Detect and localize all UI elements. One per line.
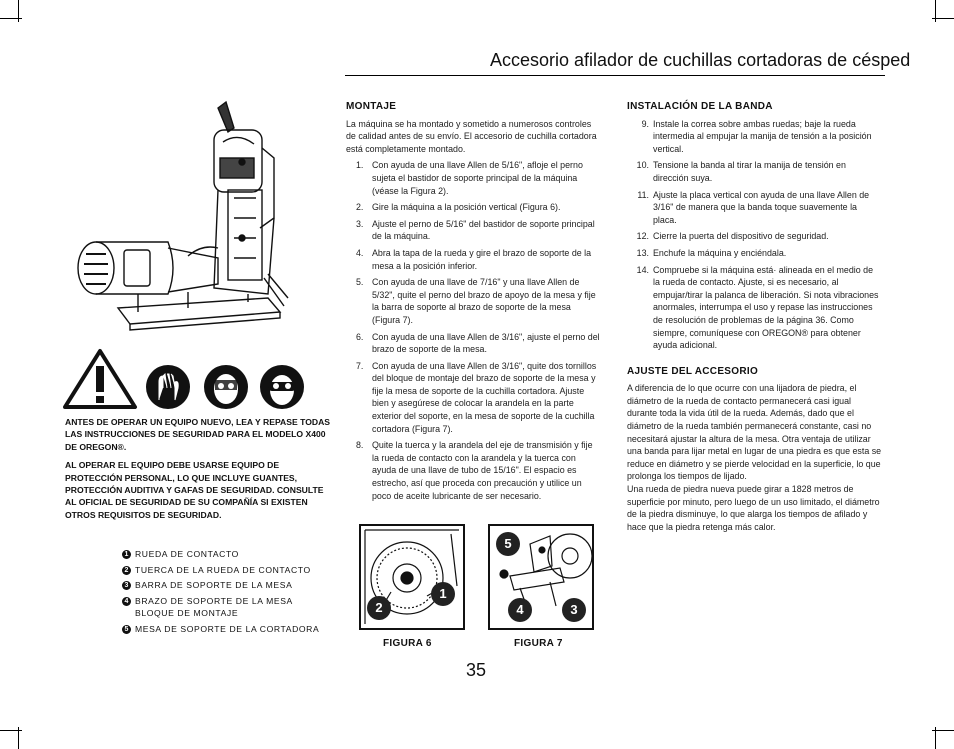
list-item: 3. Ajuste el perno de 5/16" del bastidor de soporte principal de la máquina.	[356, 218, 595, 242]
face-shield-icon	[203, 364, 249, 410]
section-heading: INSTALACIÓN DE LA BANDA	[627, 101, 773, 112]
figure-callout: 1	[431, 582, 455, 606]
list-item: 1. Con ayuda de una llave Allen de 5/16", afloje el perno sujeta el bastidor de soporte principal de la máquina (véase la Figura 2).	[356, 160, 583, 196]
crop-mark	[932, 18, 954, 19]
crop-mark	[0, 18, 22, 19]
figure-caption: FIGURA 7	[514, 638, 563, 649]
figure-caption: FIGURA 6	[383, 638, 432, 649]
title-rule	[345, 75, 885, 76]
list-item: 13. Enchufe la máquina y enciéndala.	[636, 247, 787, 258]
section-heading: AJUSTE DEL ACCESORIO	[627, 365, 759, 377]
figure-6	[359, 524, 465, 630]
legend-item: 4 BRAZO DE SOPORTE DE LA MESA BLOQUE DE MONTAJE	[122, 595, 310, 620]
legend-item: 5 MESA DE SOPORTE DE LA CORTADORA	[122, 623, 319, 636]
section-heading: MONTAJE	[346, 101, 397, 112]
safety-glasses-icon	[259, 364, 305, 410]
figure-callout: 3	[562, 598, 586, 622]
warning-triangle-icon	[62, 348, 138, 410]
safety-warning	[65, 416, 333, 527]
section-intro: La máquina se ha montado y sometido a numerosos controles de calidad antes de su envío. El accesorio de cuchilla cortadora está completamente montado.	[346, 118, 597, 154]
machine-illustration	[68, 98, 290, 338]
paragraph: A diferencia de lo que ocurre con una lijadora de piedra, el diámetro de la rueda de contacto permanecerá casi igual durante toda la vida útil de la rueda. Además, dado que el diámetro de la rueda también permanecerá constante, casi no necesitará ajustar la altura de la mesa. Otra ventaja de utilizar una banda para lijar metal en lugar de una piedra es que esta se reduce en diámetro y se pierde velocidad en la superficie, lo que prolonga los tiempos de lijado.	[627, 383, 882, 482]
legend-item: 2 TUERCA DE LA RUEDA DE CONTACTO	[122, 564, 319, 577]
list-item: 14. Compruebe si la máquina está· alineada en el medio de la rueda de contacto. Ajuste, si es necesario, al empujar/tirar la palanca de liberación. Si nota vibraciones anormales, interrumpa el uso y repase las instrucciones de resolución de problemas de la página 36. Como siempre, comuníquese con OREGON® para obtener ayuda adicional.	[636, 264, 879, 351]
list-item: 6. Con ayuda de una llave Allen de 3/16", ajuste el perno del brazo de soporte de la mesa.	[356, 331, 600, 355]
list-item: 9. Instale la correa sobre ambas ruedas; baje la rueda intermedia al empujar la manija de tensión a la posición vertical.	[641, 118, 872, 154]
page-number: 35	[466, 660, 487, 680]
list-item: 10. Tensione la banda al tirar la manija de tensión en dirección suya.	[636, 160, 846, 183]
list-item: 8. Quite la tuerca y la arandela del eje de transmisión y fije la rueda de contacto con la arandela y la tuerca con ayuda de una llave de tubo de 15/16". El espacio es estrecho, así que proceda con precaución y utilice un poco de aceite lubricante de ser necesario.	[356, 440, 593, 501]
legend-item: 1 RUEDA DE CONTACTO	[122, 548, 319, 561]
figure-callout: 5	[496, 532, 520, 556]
figure-7	[488, 524, 594, 630]
list-item: 7. Con ayuda de una llave Allen de 3/16", quite dos tornillos del bloque de montaje del brazo de soporte de la mesa y fije la mesa de soporte de la cuchilla cortadora. Ajuste bien y asegúrese de colocar la arandela en la parte exterior del soporte, en la mesa de soporte de la cuchilla cortadora (Figura 7).	[356, 360, 597, 434]
gloves-icon	[145, 364, 191, 410]
list-item: 11. Ajuste la placa vertical con ayuda de una llave Allen de 3/16" de manera que la banda toque suavemente la placa.	[637, 189, 870, 225]
legend-item: 3 BARRA DE SOPORTE DE LA MESA	[122, 579, 319, 592]
crop-mark	[0, 730, 22, 731]
montaje-section	[346, 101, 601, 506]
warning-text: ANTES DE OPERAR UN EQUIPO NUEVO, LEA Y REPASE TODAS LAS INSTRUCCIONES DE SEGURIDAD PARA EL MODELO X400 DE OREGON®.	[65, 417, 331, 452]
paragraph: Una rueda de piedra nueva puede girar a 1828 metros de superficie por minuto, pero luego de un uso limitado, el diámetro de la piedra disminuye, lo que alarga los tiempos de afilado y hace que la piedra retenga más calor.	[627, 484, 880, 532]
list-item: 5. Con ayuda de una llave de 7/16" y una llave Allen de 5/32", quite el perno del brazo de apoyo de la mesa y fije la barra de soporte al brazo de soporte de la mesa (Figura 7).	[356, 277, 596, 325]
figure-callout: 4	[508, 598, 532, 622]
list-item: 2. Gire la máquina a la posición vertical (Figura 6).	[356, 202, 561, 213]
warning-text: AL OPERAR EL EQUIPO DEBE USARSE EQUIPO DE PROTECCIÓN PERSONAL, LO QUE INCLUYE GUANTES, PROTECCIÓN AUDITIVA Y GAFAS DE SEGURIDAD. CONSULTE AL OFICIAL DE SEGURIDAD DE SU COMPAÑÍA SI EXISTEN OTROS REQUISITOS DE SEGURIDAD.	[65, 460, 324, 520]
page-title: Accesorio afilador de cuchillas cortadoras de césped	[490, 50, 911, 70]
list-item: 12. Cierre la puerta del dispositivo de seguridad.	[636, 231, 829, 242]
instalacion-section	[627, 101, 882, 533]
crop-mark	[932, 730, 954, 731]
figure-callout: 2	[367, 596, 391, 620]
list-item: 4. Abra la tapa de la rueda y gire el brazo de soporte de la mesa a la posición inferior.	[356, 247, 592, 271]
parts-legend	[122, 548, 319, 638]
